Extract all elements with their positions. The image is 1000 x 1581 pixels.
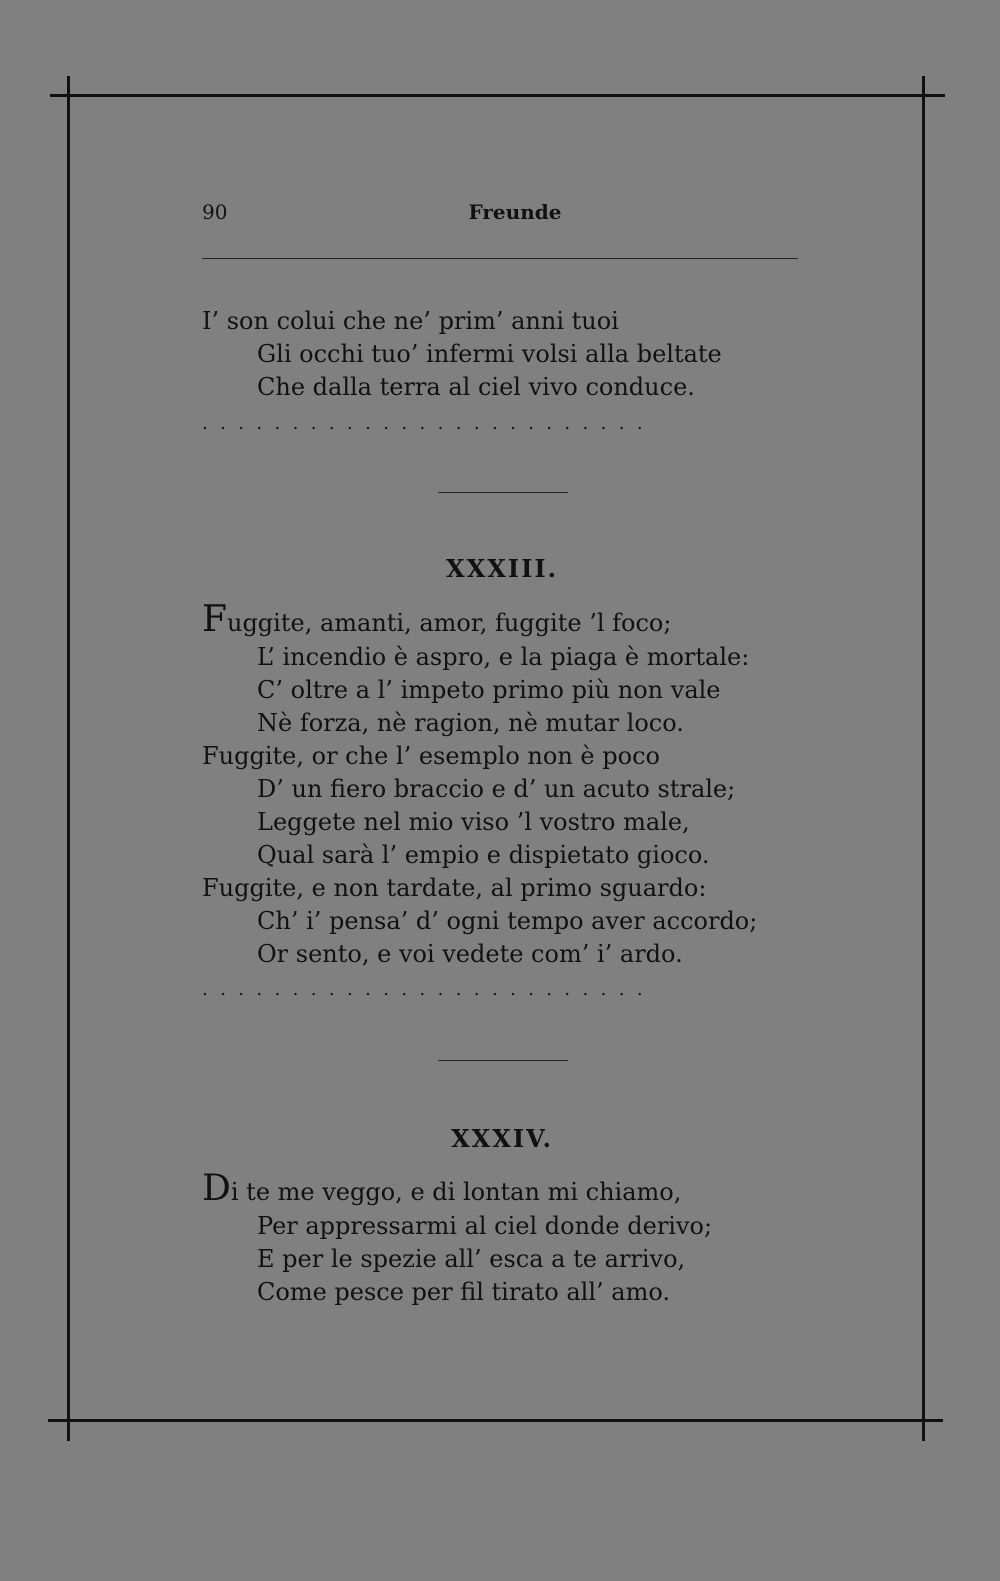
ellipsis-row: ......................... (202, 979, 656, 1000)
poem-line: Fuggite, e non tardate, al primo sguardo: (202, 874, 707, 902)
ellipsis-row: ......................... (202, 413, 656, 434)
running-head: Freunde (468, 200, 562, 224)
page-header (202, 200, 798, 226)
poem-line: Nè forza, nè ragion, nè mutar loco. (257, 709, 684, 737)
poem-line: Fuggite, or che l’ esemplo non è poco (202, 742, 660, 770)
poem-line: I’ son colui che ne’ prim’ anni tuoi (202, 307, 619, 335)
page-number: 90 (202, 200, 228, 224)
drop-cap: D (202, 1168, 231, 1209)
poem-line: Che dalla terra al ciel vivo conduce. (257, 373, 695, 401)
poem-first-line (202, 1168, 682, 1209)
poem-heading-xxxiii: XXXIII. (446, 554, 558, 583)
poem-line: E per le spezie all’ esca a te arrivo, (257, 1245, 686, 1273)
frame-bottom-rule (48, 1419, 943, 1422)
header-rule (202, 258, 798, 259)
section-separator (438, 1060, 568, 1061)
first-line-text: uggite, amanti, amor, fuggite ’l foco; (226, 609, 672, 637)
frame-left-rule (67, 76, 70, 1441)
poem-heading-xxxiv: XXXIV. (451, 1124, 553, 1153)
drop-cap: F (202, 599, 227, 640)
poem-line: Leggete nel mio viso ’l vostro male, (257, 808, 690, 836)
poem-line: Come pesce per fil tirato all’ amo. (257, 1278, 671, 1306)
poem-line: Qual sarà l’ empio e dispietato gioco. (257, 841, 710, 869)
poem-line: D’ un fiero braccio e d’ un acuto strale; (257, 775, 736, 803)
section-separator (438, 492, 568, 493)
poem-line: C’ oltre a l’ impeto primo più non vale (257, 676, 721, 704)
poem-line: L’ incendio è aspro, e la piaga è mortale: (257, 643, 750, 671)
frame-right-rule (922, 76, 925, 1441)
poem-first-line (202, 599, 672, 640)
poem-line: Or sento, e voi vedete com’ i’ ardo. (257, 940, 683, 968)
poem-line: Ch’ i’ pensa’ d’ ogni tempo aver accordo; (257, 907, 758, 935)
poem-line: Gli occhi tuo’ infermi volsi alla beltate (257, 340, 722, 368)
poem-line: Per appressarmi al ciel donde derivo; (257, 1212, 713, 1240)
first-line-text: i te me veggo, e di lontan mi chiamo, (230, 1178, 682, 1206)
frame-top-rule (50, 94, 945, 97)
